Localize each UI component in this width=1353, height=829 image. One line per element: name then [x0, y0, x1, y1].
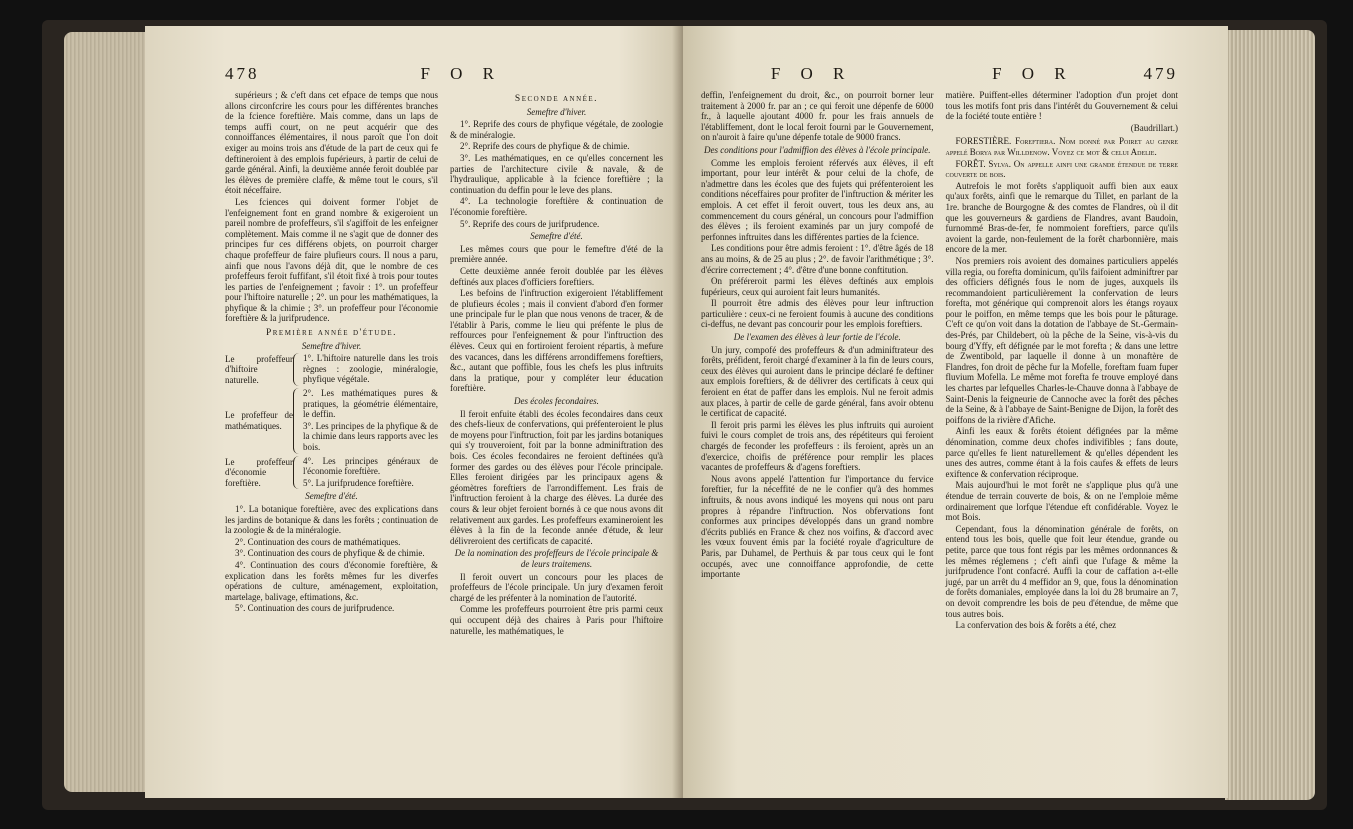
professor-block: [225, 388, 438, 454]
paragraph: Il feroit ouvert un concours pour les places de profeffeurs de l'école principale. Un jury d'examen feroit chargé de les préfenter à la nomination de l'autorité.: [450, 571, 663, 603]
professor-label: Le profeffeur d'hiftoire naturelle.: [225, 353, 293, 385]
left-running-title: F O R: [420, 64, 503, 83]
course-item: 1°. Reprife des cours de phyfique végétale, de zoologie & de minéralogie.: [450, 119, 663, 140]
left-page-number: 478: [225, 64, 260, 83]
paragraph: Il feroit pris parmi les élèves les plus inftruits qui auroient fuivi le cours complet de trois ans, des répétiteurs qui feroient chargés de feconder les profeffeurs : ils feroient, après un an d'exercice, choifis de préférence pour remplir les places vacantes de profeffeurs & d'agens foreftiers.: [701, 419, 934, 473]
course-item: 5°. Continuation des cours de jurifprudence.: [235, 603, 395, 614]
paragraph: Il feroit enfuite établi des écoles fecondaires dans ceux des chefs-lieux de confervations, qui préfenteroient le plus de moyens pour l'inftruction, foit par les jardins botaniques qui s'y trouveroient, foit par la bonne adminiftration des bois. Ces écoles fecondaires ne feroient deftinées qu'à former des gardes ou des élèves pour l'école principale. Elles feroient dirigées par les principaux agens & géomètres foreftiers de l'arrondiffement. Les frais de l'inftruction feroient à la charge des élèves. La durée des cours & leur objet feroient bornés à ce que nous avons dit relativement aux gardes. Les profeffeurs examineroient les élèves à la fin de la feconde année d'étude, & leur délivreroient des certificats de capacité.: [450, 408, 663, 546]
left-column-2: [450, 90, 663, 637]
professor-block: [225, 456, 438, 490]
subheading: De la nomination des profeffeurs de l'école principale & de leurs traitemens.: [454, 548, 659, 569]
left-running-head: [225, 64, 663, 84]
paragraph: Il pourroit être admis des élèves pour leur inftruction particulière : ceux-ci ne feroient foumis à aucune des conditions ci-deffus, ne devant pas concourir pour les emplois foreftiers.: [701, 298, 934, 330]
dictionary-entry: FORÊT. Sylva. On appelle ainfi une grande étendue de terre couverte de bois.: [945, 158, 1178, 180]
paragraph: deffin, l'enfeignement du droit, &c., on pourroit borner leur traitement à 2000 fr. par an ; ce qui feroit une dépenfe de 6000 fr., à laquelle ajoutant 4000 fr. pour les frais annuels de l'établiffement, dont le local feroit fourni par le Gouvernement, on n'auroit à faire qu'une dépenfe totale de 9000 francs.: [701, 90, 934, 143]
right-running-head: [701, 64, 1178, 84]
professor-block: [225, 353, 438, 386]
subheading: Des écoles fecondaires.: [514, 396, 599, 407]
paragraph: Comme les profeffeurs pourroient être pris parmi ceux qui occupent déjà des chaires à Paris pour l'hiftoire naturelle, les mathématiques, le: [450, 604, 663, 636]
right-running-title: F O R: [992, 64, 1074, 83]
course-item: 3°. Les mathématiques, en ce qu'elles concernent les parties de l'architecture civile & navale, & de l'hydraulique, applicable à la fcience foreftière ; la continuation du deffin pour le leve des plans.: [450, 152, 663, 195]
paragraph: Comme les emplois feroient réfervés aux élèves, il eft important, pour leur intérêt & pour celui de la chofe, de n'admettre dans les écoles que des fujets qui préfenteroient les conditions néceffaires pour profiter de l'inftruction & mériter les emplois. A cet effet il feroit ouvert, tous les deux ans, au commencement du cours général, un concours pour l'admiffion des élèves ; ils feroient examinés par un jury compofé de perfonnes inftruites dans les différentes parties de la fcience.: [701, 157, 934, 242]
paragraph: Les fciences qui doivent former l'objet de l'enfeignement font en grand nombre & exigeroient un pareil nombre de profeffeurs, s'il s'agiffoit de les enfeigner complètement. Mais comme il ne s'agit que de donner des principes fur ces différens objets, on pourroit charger chaque profeffeur de faire plufieurs cours. Il nous a paru, ainfi que nous l'avons déjà dit, que le nombre de ces profeffeurs feroit fuffifant, s'il étoit fixé à trois pour toutes les parties de l'enfeignement ; favoir : 1°. un profeffeur pour l'hiftoire naturelle ; 2°. un pour les mathématiques, la phyfique & la chimie ; 3°. un profeffeur pour l'économie foreftière & la jurifprudence.: [225, 196, 438, 324]
paragraph: Les mêmes cours que pour le femeftre d'été de la première année.: [450, 243, 663, 265]
right-running-title-left: F O R: [770, 64, 853, 83]
paragraph: La confervation des bois & forêts a été, chez: [955, 620, 1117, 631]
subheading: Semeftre d'été.: [305, 491, 358, 502]
professor-label: Le profeffeur de mathématiques.: [225, 410, 293, 431]
author-signature: (Baudrillart.): [1130, 122, 1178, 133]
paragraph: Les befoins de l'inftruction exigeroient l'établiffement de plufieurs écoles ; mais il convient d'abord d'en former une principale fur le plan que nous venons de tracer, & de l'établir à Paris, comme le lieu qui préfente le plus de reffources pour l'enfeignement & pour l'inftruction des élèves. Ceux qui en fortiroient feroient répartis, à mefure des vacances, dans les différens arrondiffemens foreftiers, &c., autant que poffible, fous les chefs les plus inftruits dans la pratique, pour y compléter leur éducation foreftière.: [450, 288, 663, 394]
course-item: 2°. Reprife des cours de phyfique & de chimie.: [460, 141, 630, 152]
subheading: Semeftre d'été.: [530, 231, 583, 242]
paragraph: Un jury, compofé des profeffeurs & d'un adminiftrateur des forêts, préfident, feroit chargé d'examiner à la fin de leurs cours, ceux des élèves qui auroient dans le principe déclaré fe deftiner aux emplois foreftiers, & de délivrer des certificats à ceux qui feroient en état de paffer dans les emplois. Nul ne feroit admis aux places, à partir de celle de garde général, fans avoir obtenu le certificat de capacité.: [701, 344, 934, 419]
course-item: 5°. La jurifprudence foreftière.: [303, 477, 414, 488]
right-page-number: 479: [1143, 64, 1178, 83]
brace: [293, 353, 300, 386]
paragraph: Les conditions pour être admis feroient : 1°. d'être âgés de 18 ans au moins, & de 25 au plus ; 2°. de favoir l'arithmétique ; 3°. d'écrire correctement ; 4°. d'être d'une bonne conftitution.: [701, 243, 934, 275]
section-heading: Seconde année.: [514, 94, 599, 104]
left-column-1: [225, 90, 438, 637]
professor-label: Le profeffeur d'économie foreftière.: [225, 456, 293, 488]
right-column-2: [946, 90, 1179, 632]
paragraph: Mais aujourd'hui le mot forêt ne s'applique plus qu'à une étendue de terrain couverte de bois, & on ne l'emploie même ordinairement que lorfque l'étendue eft confidérable. Voyez le mot Bois.: [945, 480, 1178, 523]
paragraph: On préféreroit parmi les élèves deftinés aux emplois fupérieurs, ceux qui auroient fait leurs humanités.: [701, 276, 934, 297]
brace: [293, 456, 300, 490]
course-item: 2°. Continuation des cours de mathématiques.: [235, 536, 401, 547]
course-item: 1°. L'hiftoire naturelle dans les trois règnes : zoologie, minéralogie, phyfique végétale.: [303, 353, 438, 385]
paragraph: Ainfi les eaux & forêts étoient défignées par la même dénomination, comme deux chofes indivifibles ; fans doute, parce qu'elles fe lient naturellement & qu'elles dépendent les unes des autres, comme étant à la fois caufes & effets de leurs exiftence & confervation réciproque.: [945, 426, 1178, 479]
course-item: 2°. Les mathématiques pures & pratiques, la géométrie élémentaire, le deffin.: [303, 388, 438, 420]
subheading: Des conditions pour l'admiffion des élèves à l'école principale.: [703, 144, 931, 155]
left-page: [145, 26, 683, 798]
course-item: 4°. La technologie foreftière & continuation de l'économie foreftière.: [450, 196, 663, 217]
paragraph: Nos premiers rois avoient des domaines particuliers appelés villa regia, ou forefta dominicum, qu'ils faifoient adminiftrer par des officiers défignés fous le nom de juges, auxquels ils recommandoient particulièrement la confervation de leurs forefta, mot générique qui comprenoit alors les étangs royaux pour le poiffon, en même temps que les bois pour le pâturage. C'eft ce qu'on voit dans la dotation de l'abbaye de St.-Germain-des-Prés, par Childebert, où la pêche de la Seine, vis-à-vis du bourg d'Yffy, eft défignée par le mot forefta ; & dans une lettre de Zwentibold, par laquelle il donne à un monaftère de Flandres, fon droit de pêche fur la Mofelle, foreftam fuam fuper fluvium Mofella. Le même mot forefta fe trouve employé dans les chartes par lefquelles Charles-le-Chauve donna à l'abbaye de Saint-Denis la feigneurie de Cannoche avec la forêt des pêches de la Seine, & à l'abbaye de Saint-Benigne de Dijon, la forêt des poiffons de la rivière d'Afiche.: [945, 255, 1178, 425]
right-page: [683, 26, 1228, 798]
course-item: 5°. Reprife des cours de jurifprudence.: [460, 218, 600, 229]
subheading: Semeftre d'hiver.: [526, 106, 587, 117]
dictionary-entry: FORESTIÈRE. Foreftiera. Nom donné par Poiret au genre appelé Borya par Willdenow. Voyez ce mot & celui Adelie.: [945, 136, 1178, 157]
subheading: Semeftre d'hiver.: [301, 340, 362, 351]
section-heading: Première année d'étude.: [265, 328, 398, 339]
subheading: De l'examen des élèves à leur fortie de l'école.: [733, 332, 901, 343]
paragraph: Cette deuxième année feroit doublée par les élèves deftinés aux places d'officiers foreftiers.: [450, 265, 663, 287]
page-edges-left: [64, 32, 154, 792]
course-item: 4°. Continuation des cours d'économie foreftière, & explication dans les forêts mêmes fur les diverfes opérations de culture, aménagement, exploitation, martelage, balivage, eftimations, &c.: [225, 559, 438, 602]
paragraph: matière. Puiffent-elles déterminer l'adoption d'un projet dont tous les motifs font pris dans l'intérêt du Gouvernement & celui de la fociété toute entière !: [945, 90, 1178, 122]
paragraph: Nous avons appelé l'attention fur l'importance du fervice foreftier, fur la néceffité de ne le confier qu'à des hommes inftruits, & nous avons indiqué les moyens qui nous ont paru propres à répandre l'inftruction. Nos obfervations font conformes aux principes développés dans un grand nombre d'écrits publiés en France & chez nos voifins, & d'accord avec les vœux fouvent émis par la fociété royale d'agriculture de Paris, par Duhamel, de Perthuis & par tous ceux qui le font occupés, avec une connoiffance approfondie, de cette importante: [701, 473, 934, 580]
paragraph: Cependant, fous la dénomination générale de forêts, on entend tous les bois, quelle que foit leur étendue, grande ou petite, parce que tous font régis par les mêmes ordonnances & les mêmes réglemens ; c'eft ainfi que l'ufage & même la jurifprudence l'ont confacré. Auffi la cour de caffation a-t-elle jugé, par un arrêt du 4 meffidor an 9, que, fous la dénomination de forêts domaniales, employée dans la loi du 28 brumaire an 7, on devoit comprendre les bois de peu d'étendue, de même que tous autres bois.: [945, 523, 1178, 619]
right-column-1: [701, 90, 934, 632]
course-item: 4°. Les principes généraux de l'économie foreftière.: [303, 455, 438, 477]
course-item: 3°. Continuation des cours de phyfique & de chimie.: [235, 548, 425, 559]
paragraph: Autrefois le mot forêts s'appliquoit auffi bien aux eaux qu'aux forêts, ainfi que le remarque du Tillet, en parlant de la 1re. branche de Bourgogne & des comtes de Flandres, où il dit que les gouverneurs & gardiens de Flandres, avant Baudoin, furnommé Bras-de-fer, fe nommoient foreftiers, parce qu'ils avoient la garde, non-feulement de la forêt charbonnière, mais encore de la mer.: [945, 180, 1178, 255]
brace: [293, 388, 300, 454]
page-edges-right: [1225, 30, 1315, 800]
paragraph: supérieurs ; & c'eft dans cet efpace de temps que nous allons circonfcrire les cours pour les différentes branches de la fcience foreftière. Mais comme, dans un laps de temps auffi court, on ne peut acquérir que des connoiffances élémentaires, il nous paroît que l'on doit exiger au moins trois ans d'étude de la part de ceux qui fe deftineroient à des emplois fupérieurs, à partir de celui de garde général. Ainfi, la deuxième année feroit doublée par les élèves de première claffe, & même tout le cours, s'il étoit néceffaire.: [225, 90, 438, 196]
course-item: 1°. La botanique foreftière, avec des explications dans les jardins de botanique & dans les forêts ; continuation de la zoologie & de la minéralogie.: [225, 503, 438, 536]
course-item: 3°. Les principes de la phyfique & de la chimie dans leurs rapports avec les bois.: [303, 420, 438, 452]
